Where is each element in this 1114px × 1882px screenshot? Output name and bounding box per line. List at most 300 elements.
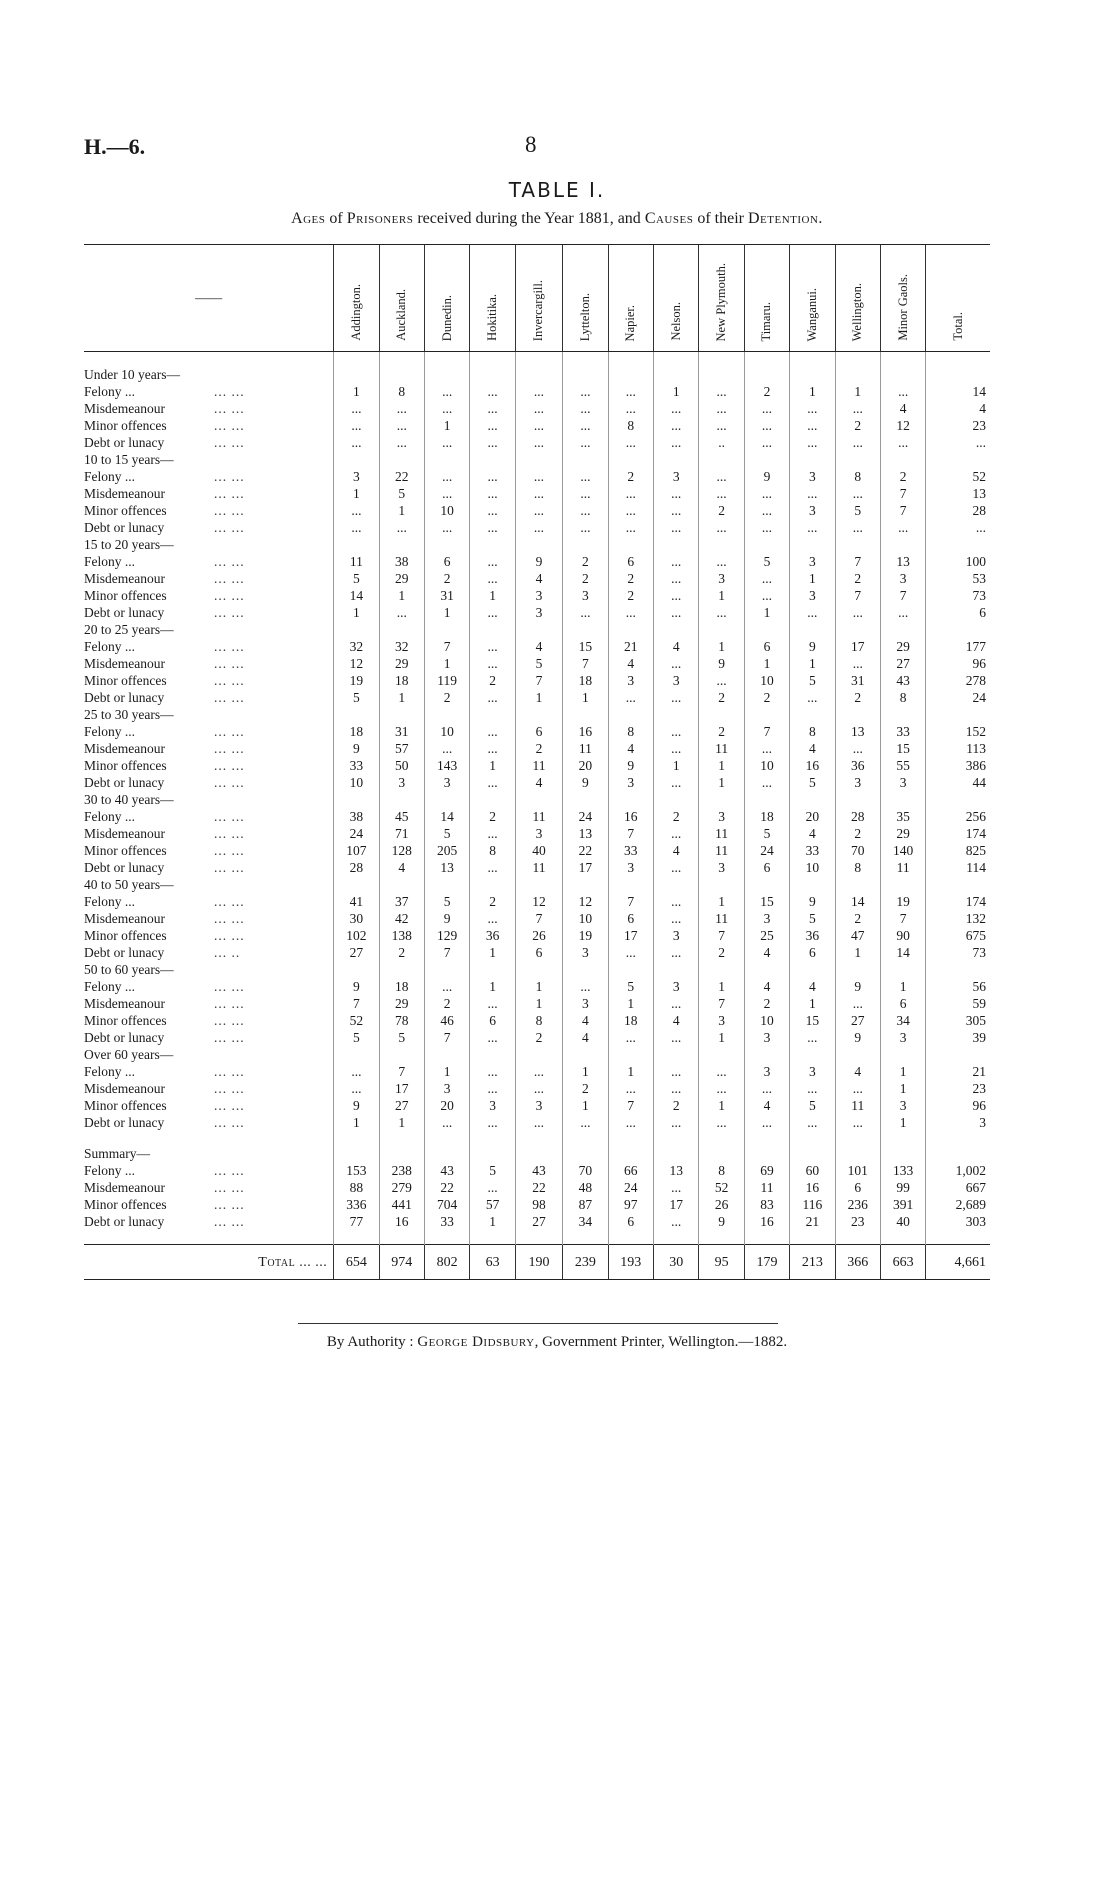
value-cell: 3 — [790, 1063, 835, 1080]
value-cell: 34 — [880, 1012, 925, 1029]
row-label-cell — [84, 672, 334, 689]
value-cell: ... — [835, 655, 880, 672]
empty-cell — [334, 621, 379, 638]
value-cell: 6 — [515, 723, 562, 740]
value-cell: 5 — [334, 570, 379, 587]
value-cell: 2 — [379, 944, 424, 961]
empty-cell — [470, 366, 515, 383]
value-cell: 7 — [880, 910, 925, 927]
empty-cell — [880, 621, 925, 638]
value-cell: 3 — [608, 672, 653, 689]
value-cell: 3 — [880, 1029, 925, 1046]
empty-cell — [790, 621, 835, 638]
row-label-cell — [84, 383, 334, 400]
leader-dots: ... ... — [214, 826, 245, 841]
empty-cell — [563, 876, 608, 893]
empty-cell — [790, 451, 835, 468]
value-cell: 4 — [744, 978, 789, 995]
row-label-cell — [84, 1029, 334, 1046]
leader-dots: ... ... — [214, 1214, 245, 1229]
value-cell: 9 — [699, 1213, 744, 1230]
value-cell: ... — [654, 502, 699, 519]
value-cell: ... — [563, 468, 608, 485]
value-cell: 14 — [334, 587, 379, 604]
value-cell: ... — [835, 740, 880, 757]
value-cell: 9 — [835, 978, 880, 995]
value-cell: 12 — [515, 893, 562, 910]
row-label-cell — [84, 723, 334, 740]
empty-cell — [563, 706, 608, 723]
row-label-cell — [84, 485, 334, 502]
value-cell: ... — [654, 519, 699, 536]
value-cell: 1 — [699, 774, 744, 791]
value-cell: 3 — [744, 1063, 789, 1080]
empty-cell — [744, 451, 789, 468]
row-label-cell — [84, 757, 334, 774]
row-label: Minor offences — [84, 503, 167, 518]
value-cell: 2 — [424, 570, 469, 587]
empty-cell — [654, 1230, 699, 1245]
empty-cell — [699, 1131, 744, 1145]
value-cell: ... — [470, 859, 515, 876]
value-cell: ... — [835, 519, 880, 536]
table-subtitle — [0, 210, 1114, 228]
value-cell: 4 — [608, 740, 653, 757]
empty-cell — [424, 706, 469, 723]
empty-cell — [790, 1230, 835, 1245]
column-header — [563, 245, 608, 352]
empty-cell — [470, 352, 515, 367]
value-cell: ... — [608, 485, 653, 502]
group-heading: 30 to 40 years— — [84, 792, 174, 807]
value-cell: ... — [654, 859, 699, 876]
value-cell: ... — [654, 400, 699, 417]
corner-cell: —— — [84, 245, 334, 352]
value-cell: 16 — [744, 1213, 789, 1230]
value-cell: ... — [654, 553, 699, 570]
empty-cell — [334, 1131, 379, 1145]
value-cell: 3 — [654, 978, 699, 995]
row-total-cell: 39 — [926, 1029, 990, 1046]
row-label-cell — [84, 740, 334, 757]
value-cell: ... — [470, 604, 515, 621]
empty-cell — [744, 1046, 789, 1063]
value-cell: 2 — [835, 570, 880, 587]
row-label-cell — [84, 468, 334, 485]
value-cell: ... — [880, 604, 925, 621]
value-cell: 1 — [880, 1080, 925, 1097]
value-cell: ... — [470, 740, 515, 757]
empty-cell — [424, 876, 469, 893]
value-cell: 3 — [744, 910, 789, 927]
value-cell: ... — [790, 1114, 835, 1131]
value-cell: ... — [654, 689, 699, 706]
empty-cell — [515, 706, 562, 723]
row-total-cell: 4 — [926, 400, 990, 417]
empty-cell — [699, 706, 744, 723]
value-cell: 1 — [835, 944, 880, 961]
value-cell: 5 — [790, 774, 835, 791]
value-cell: 1 — [744, 604, 789, 621]
value-cell: ... — [880, 434, 925, 451]
row-label-cell — [84, 978, 334, 995]
group-heading: 25 to 30 years— — [84, 707, 174, 722]
value-cell: 5 — [790, 1097, 835, 1114]
empty-cell — [744, 536, 789, 553]
value-cell: ... — [334, 1080, 379, 1097]
value-cell: 6 — [515, 944, 562, 961]
table-row — [84, 468, 990, 485]
row-label: Minor offences — [84, 758, 167, 773]
value-cell: 33 — [608, 842, 653, 859]
value-cell: 8 — [790, 723, 835, 740]
leader-dots: ... ... — [214, 1197, 245, 1212]
value-cell: ... — [790, 485, 835, 502]
value-cell: 1 — [608, 1063, 653, 1080]
page-reference: H.—6. — [84, 134, 146, 159]
value-cell: 57 — [379, 740, 424, 757]
value-cell: ... — [790, 434, 835, 451]
value-cell: ... — [744, 485, 789, 502]
value-cell: 5 — [744, 825, 789, 842]
empty-cell — [880, 1131, 925, 1145]
empty-cell — [926, 352, 990, 367]
row-label: Minor offences — [84, 588, 167, 603]
value-cell: ... — [515, 434, 562, 451]
value-cell: 2 — [515, 1029, 562, 1046]
table-row — [84, 553, 990, 570]
row-label-cell — [84, 417, 334, 434]
value-cell: 27 — [880, 655, 925, 672]
value-cell: 97 — [608, 1196, 653, 1213]
empty-cell — [790, 1046, 835, 1063]
empty-cell — [515, 451, 562, 468]
value-cell: 11 — [699, 910, 744, 927]
table-row — [84, 689, 990, 706]
value-cell: ... — [563, 519, 608, 536]
row-label-cell — [84, 1114, 334, 1131]
value-cell: ... — [563, 383, 608, 400]
value-cell: 34 — [563, 1213, 608, 1230]
value-cell: 107 — [334, 842, 379, 859]
row-label: Felony ... — [84, 554, 136, 569]
total-cell: 974 — [379, 1245, 424, 1280]
empty-cell — [926, 451, 990, 468]
empty-cell — [563, 451, 608, 468]
row-label-cell — [84, 1196, 334, 1213]
value-cell: ... — [744, 502, 789, 519]
value-cell: 29 — [379, 570, 424, 587]
empty-cell — [470, 791, 515, 808]
summary-row — [84, 1196, 990, 1213]
table-row — [84, 859, 990, 876]
value-cell: 2 — [835, 689, 880, 706]
group-heading: Over 60 years— — [84, 1047, 174, 1062]
footer-suffix: , Government Printer, Wellington.—1882. — [534, 1334, 788, 1350]
value-cell: 236 — [835, 1196, 880, 1213]
leader-dots: ... ... — [214, 503, 245, 518]
row-total-cell: 28 — [926, 502, 990, 519]
leader-dots: ... ... — [214, 384, 245, 399]
empty-cell — [608, 451, 653, 468]
value-cell: ... — [470, 995, 515, 1012]
value-cell: 18 — [563, 672, 608, 689]
empty-cell — [744, 1145, 789, 1162]
value-cell: 1 — [470, 587, 515, 604]
table-row — [84, 842, 990, 859]
value-cell: 4 — [515, 774, 562, 791]
empty-cell — [379, 366, 424, 383]
value-cell: 16 — [608, 808, 653, 825]
column-header-label: Addington. — [348, 284, 363, 341]
value-cell: 46 — [424, 1012, 469, 1029]
value-cell: 9 — [563, 774, 608, 791]
value-cell: 18 — [608, 1012, 653, 1029]
row-label: Misdemeanour — [84, 741, 165, 756]
value-cell: ... — [563, 604, 608, 621]
row-label: Debt or lunacy — [84, 605, 165, 620]
value-cell: 9 — [515, 553, 562, 570]
value-cell: ... — [470, 1029, 515, 1046]
value-cell: 2 — [424, 995, 469, 1012]
empty-cell — [379, 536, 424, 553]
empty-cell — [835, 352, 880, 367]
table-row — [84, 638, 990, 655]
value-cell: 20 — [790, 808, 835, 825]
value-cell: ... — [424, 740, 469, 757]
value-cell: ... — [744, 587, 789, 604]
value-cell: 18 — [334, 723, 379, 740]
value-cell: 9 — [608, 757, 653, 774]
value-cell: 43 — [880, 672, 925, 689]
value-cell: 7 — [608, 893, 653, 910]
row-label: Minor offences — [84, 843, 167, 858]
row-label: Misdemeanour — [84, 401, 165, 416]
empty-cell — [744, 621, 789, 638]
leader-dots: ... ... — [214, 588, 245, 603]
total-cell: 663 — [880, 1245, 925, 1280]
empty-cell — [424, 1230, 469, 1245]
total-cell: 654 — [334, 1245, 379, 1280]
row-label: Misdemeanour — [84, 911, 165, 926]
empty-cell — [880, 706, 925, 723]
value-cell: 88 — [334, 1179, 379, 1196]
value-cell: 27 — [379, 1097, 424, 1114]
empty-cell — [608, 621, 653, 638]
value-cell: ... — [608, 502, 653, 519]
value-cell: 24 — [608, 1179, 653, 1196]
empty-cell — [790, 706, 835, 723]
empty-cell — [608, 876, 653, 893]
value-cell: ... — [744, 519, 789, 536]
value-cell: 4 — [744, 1097, 789, 1114]
table-row — [84, 893, 990, 910]
value-cell: 3 — [880, 774, 925, 791]
leader-dots: ... ... — [214, 724, 245, 739]
empty-cell — [334, 1046, 379, 1063]
row-total-cell: 44 — [926, 774, 990, 791]
value-cell: ... — [835, 995, 880, 1012]
value-cell: 1 — [699, 893, 744, 910]
column-header — [835, 245, 880, 352]
row-label-cell — [84, 1162, 334, 1179]
empty-cell — [470, 706, 515, 723]
row-total-cell: 24 — [926, 689, 990, 706]
table-row — [84, 1080, 990, 1097]
value-cell: 8 — [515, 1012, 562, 1029]
value-cell: 19 — [334, 672, 379, 689]
value-cell: ... — [654, 1029, 699, 1046]
group-heading-row — [84, 706, 990, 723]
row-label-cell — [84, 842, 334, 859]
value-cell: 3 — [654, 468, 699, 485]
table-row — [84, 1114, 990, 1131]
column-header — [744, 245, 789, 352]
value-cell: 5 — [334, 1029, 379, 1046]
empty-cell — [515, 366, 562, 383]
value-cell: 20 — [563, 757, 608, 774]
column-header-row — [84, 245, 990, 352]
value-cell: 2 — [563, 1080, 608, 1097]
row-label-cell — [84, 1080, 334, 1097]
empty-cell — [563, 1230, 608, 1245]
value-cell: ... — [654, 587, 699, 604]
column-header — [608, 245, 653, 352]
value-cell: 1 — [379, 689, 424, 706]
value-cell: 10 — [334, 774, 379, 791]
value-cell: 3 — [424, 774, 469, 791]
value-cell: 11 — [515, 808, 562, 825]
value-cell: 3 — [699, 1012, 744, 1029]
empty-cell — [424, 536, 469, 553]
subtitle-part: Ages — [291, 210, 326, 227]
row-label-cell — [84, 1012, 334, 1029]
value-cell: 11 — [563, 740, 608, 757]
value-cell: 36 — [790, 927, 835, 944]
value-cell: ... — [424, 978, 469, 995]
value-cell: ... — [654, 893, 699, 910]
value-cell: 9 — [790, 893, 835, 910]
row-label: Felony ... — [84, 724, 136, 739]
page-number: 8 — [525, 132, 537, 157]
value-cell: 6 — [608, 910, 653, 927]
row-label-cell — [84, 587, 334, 604]
value-cell: 1 — [563, 689, 608, 706]
value-cell: 40 — [515, 842, 562, 859]
value-cell: 12 — [563, 893, 608, 910]
value-cell: ... — [699, 400, 744, 417]
value-cell: 1 — [334, 383, 379, 400]
value-cell: 2 — [744, 689, 789, 706]
value-cell: 28 — [835, 808, 880, 825]
value-cell: 19 — [563, 927, 608, 944]
empty-cell — [699, 876, 744, 893]
value-cell: 3 — [790, 502, 835, 519]
value-cell: 4 — [563, 1012, 608, 1029]
row-total-cell: 305 — [926, 1012, 990, 1029]
value-cell: 16 — [563, 723, 608, 740]
empty-cell — [654, 791, 699, 808]
empty-cell — [880, 961, 925, 978]
value-cell: 78 — [379, 1012, 424, 1029]
value-cell: 26 — [699, 1196, 744, 1213]
row-label: Felony ... — [84, 1163, 136, 1178]
table-row — [84, 672, 990, 689]
value-cell: 143 — [424, 757, 469, 774]
value-cell: 60 — [790, 1162, 835, 1179]
table-row — [84, 485, 990, 502]
row-total-cell: 114 — [926, 859, 990, 876]
leader-dots: ... ... — [214, 996, 245, 1011]
leader-dots: ... ... — [214, 554, 245, 569]
empty-cell — [835, 1131, 880, 1145]
value-cell: 22 — [424, 1179, 469, 1196]
row-total-cell: 13 — [926, 485, 990, 502]
empty-cell — [563, 352, 608, 367]
value-cell: 90 — [880, 927, 925, 944]
value-cell: ... — [424, 485, 469, 502]
value-cell: 128 — [379, 842, 424, 859]
empty-cell — [379, 1145, 424, 1162]
value-cell: ... — [654, 740, 699, 757]
empty-cell — [470, 1145, 515, 1162]
row-label-cell — [84, 927, 334, 944]
value-cell: 13 — [654, 1162, 699, 1179]
value-cell: 2 — [470, 672, 515, 689]
empty-cell — [334, 352, 379, 367]
value-cell: 140 — [880, 842, 925, 859]
value-cell: 3 — [790, 553, 835, 570]
value-cell: 7 — [744, 723, 789, 740]
empty-cell — [515, 352, 562, 367]
spacer-cell — [84, 352, 334, 367]
leader-dots: ... ... — [214, 469, 245, 484]
value-cell: ... — [744, 740, 789, 757]
subtitle-part: Causes — [644, 210, 694, 227]
value-cell: 2 — [835, 910, 880, 927]
row-total-cell: 52 — [926, 468, 990, 485]
empty-cell — [515, 1046, 562, 1063]
value-cell: 9 — [744, 468, 789, 485]
value-cell: 6 — [880, 995, 925, 1012]
value-cell: 3 — [515, 1097, 562, 1114]
table-label: TABLE I. — [508, 178, 606, 202]
value-cell: ... — [654, 944, 699, 961]
empty-cell — [515, 1131, 562, 1145]
spacer-row — [84, 352, 990, 367]
value-cell: ... — [470, 519, 515, 536]
value-cell: 4 — [379, 859, 424, 876]
table-row — [84, 1012, 990, 1029]
value-cell: ... — [699, 485, 744, 502]
empty-cell — [334, 1145, 379, 1162]
value-cell: 3 — [790, 468, 835, 485]
value-cell: ... — [424, 1114, 469, 1131]
value-cell: 70 — [563, 1162, 608, 1179]
value-cell: 238 — [379, 1162, 424, 1179]
empty-cell — [563, 1046, 608, 1063]
value-cell: 4 — [563, 1029, 608, 1046]
group-heading-row — [84, 366, 990, 383]
value-cell: 17 — [608, 927, 653, 944]
value-cell: ... — [608, 689, 653, 706]
value-cell: 33 — [424, 1213, 469, 1230]
summary-row — [84, 1213, 990, 1230]
empty-cell — [744, 352, 789, 367]
value-cell: 7 — [424, 944, 469, 961]
value-cell: 70 — [835, 842, 880, 859]
empty-cell — [880, 791, 925, 808]
